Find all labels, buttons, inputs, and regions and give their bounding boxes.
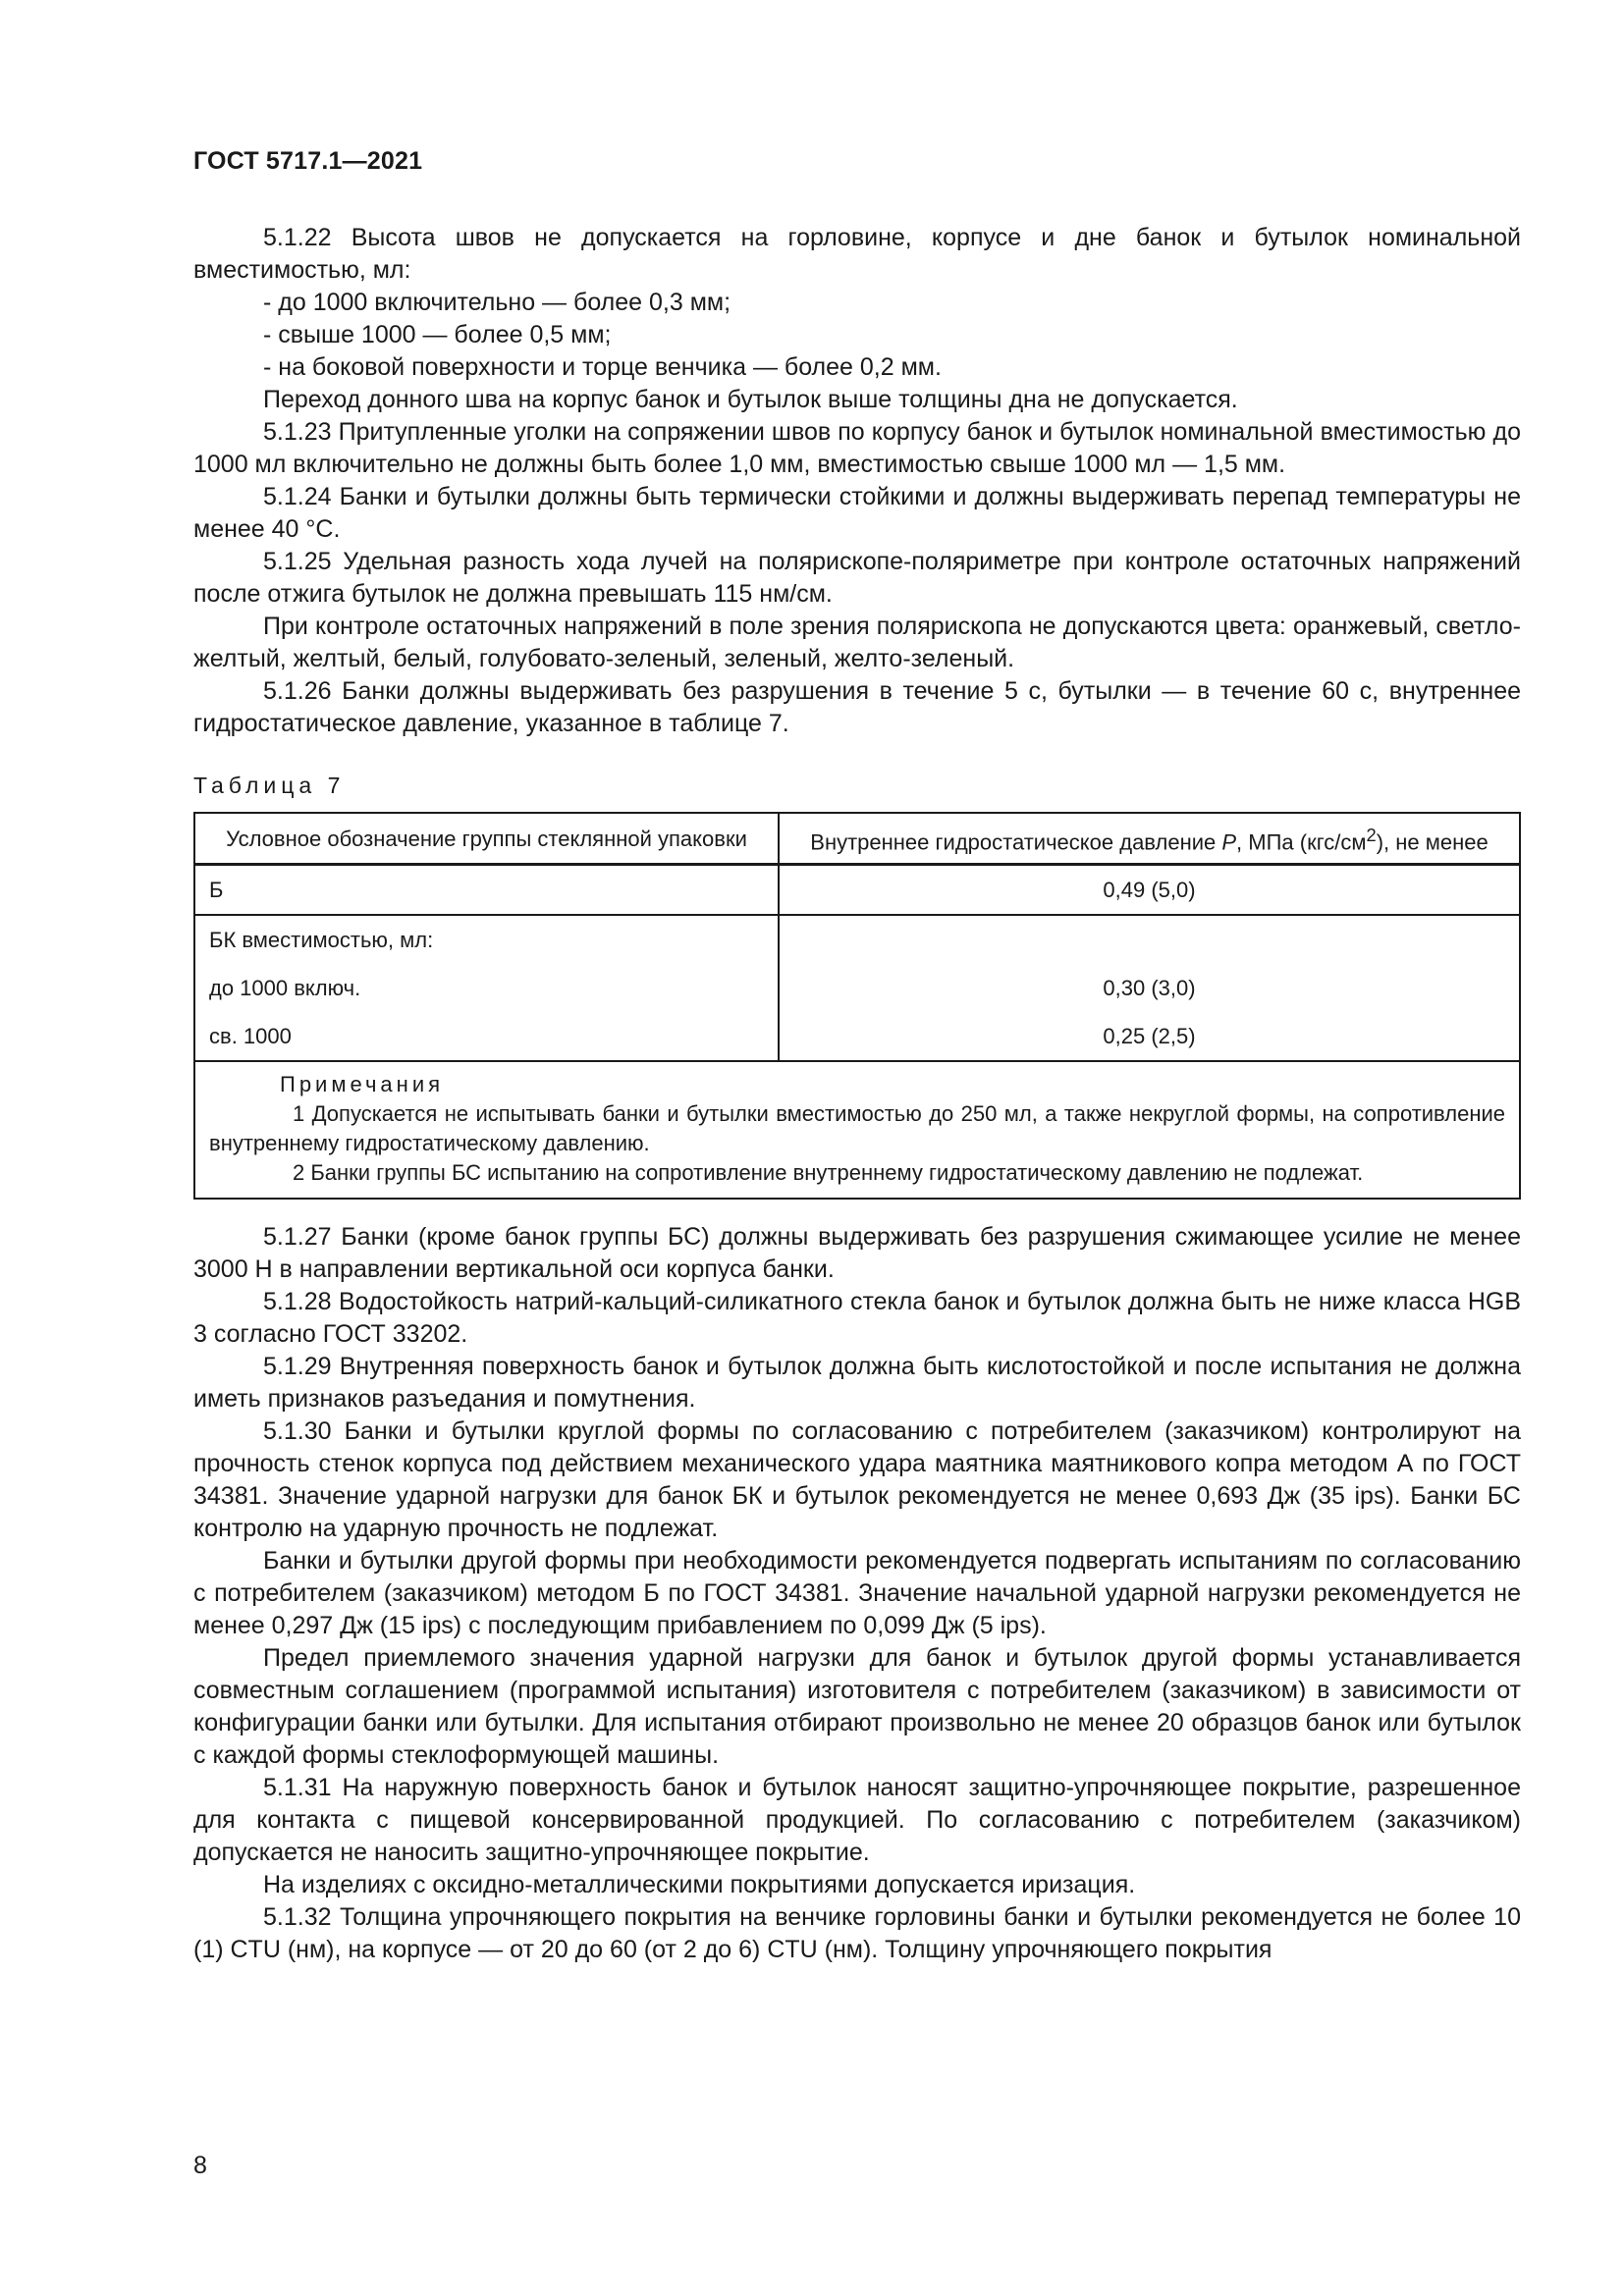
table-caption: Таблица 7 — [193, 773, 346, 798]
table-row — [194, 1012, 1520, 1061]
table-notes-row — [194, 1061, 1520, 1199]
paragraph: Переход донного шва на корпус банок и бутылок выше толщины дна не допускается. — [263, 386, 1238, 413]
table-7 — [193, 812, 1521, 1200]
notes-title: Примечания — [280, 1072, 445, 1096]
paragraph-5-1-22: 5.1.22 Высота швов не допускается на горловине, корпусе и дне банок и бутылок номинальной вместимостью, мл: — [193, 224, 1521, 284]
paragraph: Банки и бутылки другой формы при необходимости рекомендуется подвергать испытаниям по согласованию с потребителем (заказчиком) методом Б по ГОСТ 34381. Значение начальной ударной нагрузки рекомендуется не менее 0,297 Дж (15 ips) с последующим прибавлением по 0,099 Дж (5 ips). — [193, 1547, 1521, 1639]
row-value — [779, 915, 1520, 964]
paragraph-5-1-31: 5.1.31 На наружную поверхность банок и бутылок наносят защитно-упрочняющее покрытие, разрешенное для контакта с пищевой консервированной продукцией. По согласованию с потребителем (заказчиком) допускается не наносить защитно-упрочняющее покрытие. — [193, 1774, 1521, 1866]
paragraph-5-1-27: 5.1.27 Банки (кроме банок группы БС) должны выдерживать без разрушения сжимающее усилие не менее 3000 Н в направлении вертикальной оси корпуса банки. — [193, 1223, 1521, 1283]
paragraph-5-1-24: 5.1.24 Банки и бутылки должны быть термически стойкими и должны выдерживать перепад температуры не менее 40 °С. — [193, 483, 1521, 543]
document-body — [193, 222, 1521, 1966]
row-value: 0,30 (3,0) — [779, 964, 1520, 1012]
paragraph: На изделиях с оксидно-металлическими покрытиями допускается иризация. — [263, 1871, 1136, 1898]
table-notes — [194, 1061, 1520, 1199]
table-row — [194, 964, 1520, 1012]
paragraph-5-1-28: 5.1.28 Водостойкость натрий-кальций-силикатного стекла банок и бутылок должна быть не ниже класса HGB 3 согласно ГОСТ 33202. — [193, 1288, 1521, 1348]
row-label: Б — [194, 865, 779, 916]
row-label: св. 1000 — [194, 1012, 779, 1061]
table-header-row — [194, 813, 1520, 865]
page-number: 8 — [193, 2152, 207, 2179]
row-label: до 1000 включ. — [194, 964, 779, 1012]
table-row — [194, 865, 1520, 916]
row-value: 0,25 (2,5) — [779, 1012, 1520, 1061]
row-value: 0,49 (5,0) — [779, 865, 1520, 916]
col1-header: Условное обозначение группы стеклянной упаковки — [194, 813, 779, 865]
paragraph-5-1-32: 5.1.32 Толщина упрочняющего покрытия на венчике горловины банки и бутылки рекомендуется не более 10 (1) CTU (нм), на корпусе — от 20 до 60 (от 2 до 6) CTU (нм). Толщину упрочняющего покрытия — [193, 1903, 1521, 1963]
row-label: БК вместимостью, мл: — [194, 915, 779, 964]
note-1: 1 Допускается не испытывать банки и бутылки вместимостью до 250 мл, а также некруглой формы, на сопротивление внутреннему гидростатическому давлению. — [209, 1101, 1505, 1155]
list-item: - свыше 1000 — более 0,5 мм; — [263, 321, 612, 348]
paragraph-5-1-25: 5.1.25 Удельная разность хода лучей на полярископе-поляриметре при контроле остаточных напряжений после отжига бутылок не должна превышать 115 нм/см. — [193, 548, 1521, 608]
paragraph-5-1-30: 5.1.30 Банки и бутылки круглой формы по согласованию с потребителем (заказчиком) контролируют на прочность стенок корпуса под действием механического удара маятника маятникового копра методом А по ГОСТ 34381. Значение ударной нагрузки для банок БК и бутылок рекомендуется не менее 0,693 Дж (35 ips). Банки БС контролю на ударную прочность не подлежат. — [193, 1417, 1521, 1542]
document-header: ГОСТ 5717.1—2021 — [193, 147, 423, 175]
paragraph: При контроле остаточных напряжений в поле зрения полярископа не допускаются цвета: оранжевый, светло-желтый, желтый, белый, голубовато-зеленый, зеленый, желто-зеленый. — [193, 613, 1521, 672]
paragraph-5-1-23: 5.1.23 Притупленные уголки на сопряжении швов по корпусу банок и бутылок номинальной вместимостью до 1000 мл включительно не должны быть более 1,0 мм, вместимостью свыше 1000 мл — 1,5 мм. — [193, 418, 1521, 478]
col2-header: Внутреннее гидростатическое давление Р, МПа $(кгс/см^2)$, не менее — [779, 813, 1520, 865]
paragraph: Предел приемлемого значения ударной нагрузки для банок и бутылок другой формы устанавливается совместным соглашением (программой испытания) изготовителя с потребителем (заказчиком) в зависимости от конфигурации банки или бутылки. Для испытания отбирают произвольно не менее 20 образцов банок или бутылок с каждой формы стеклоформующей машины. — [193, 1644, 1521, 1769]
list-item: - до 1000 включительно — более 0,3 мм; — [263, 289, 731, 316]
paragraph-5-1-26: 5.1.26 Банки должны выдерживать без разрушения в течение 5 с, бутылки — в течение 60 с, внутреннее гидростатическое давление, указанное в таблице 7. — [193, 677, 1521, 737]
list-item: - на боковой поверхности и торце венчика — более 0,2 мм. — [263, 353, 942, 381]
paragraph-5-1-29: 5.1.29 Внутренняя поверхность банок и бутылок должна быть кислотостойкой и после испытания не должна иметь признаков разъедания и помутнения. — [193, 1353, 1521, 1413]
table-row — [194, 915, 1520, 964]
note-2: 2 Банки группы БС испытанию на сопротивление внутреннему гидростатическому давлению не подлежат. — [293, 1160, 1364, 1185]
